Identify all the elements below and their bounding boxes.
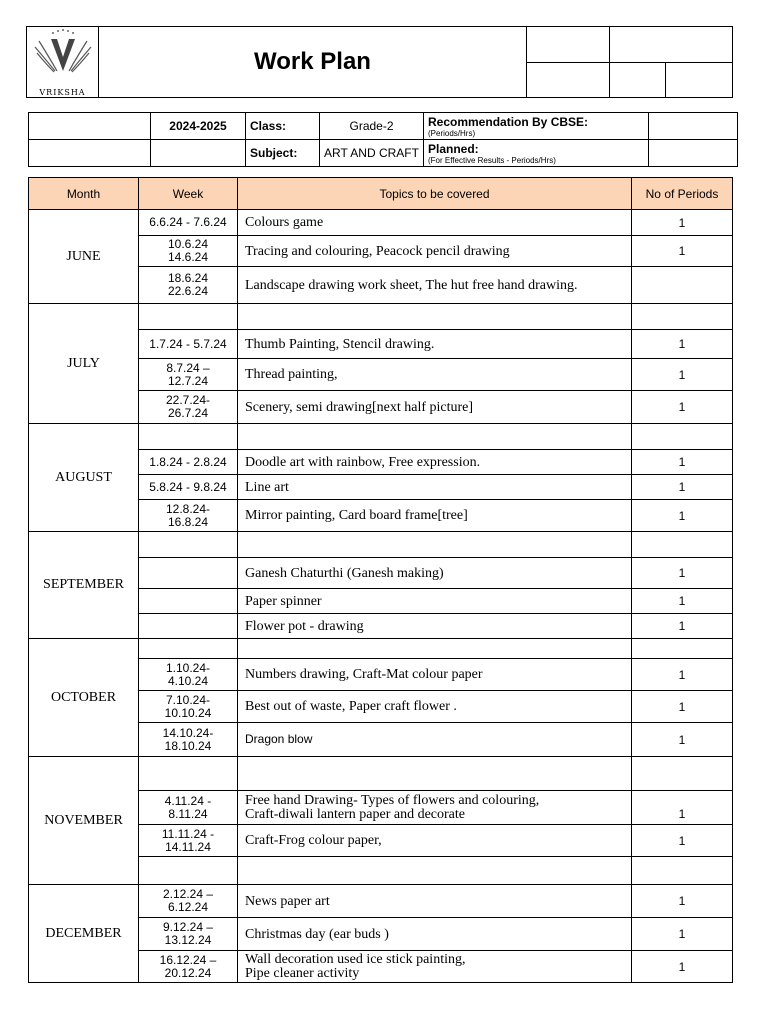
planned-cell (424, 140, 649, 167)
topic-cell: Scenery, semi drawing[next half picture] (238, 391, 632, 424)
header-month: Month (29, 178, 139, 210)
week-cell (139, 558, 238, 589)
periods-cell (632, 267, 733, 304)
topic-cell (238, 639, 632, 659)
periods-cell: 1 (632, 236, 733, 267)
week-cell (139, 614, 238, 639)
periods-cell: 1 (632, 723, 733, 757)
month-august: AUGUST (29, 424, 139, 532)
periods-cell: 1 (632, 391, 733, 424)
week-cell: 6.6.24 - 7.6.24 (139, 210, 238, 236)
periods-cell (632, 639, 733, 659)
week-cell (139, 532, 238, 558)
topic-cell: Landscape drawing work sheet, The hut free hand drawing. (238, 267, 632, 304)
topic-cell: Christmas day (ear buds ) (238, 918, 632, 951)
topic-cell: Colours game (238, 210, 632, 236)
header-cell-blank (666, 62, 733, 98)
info-blank (151, 140, 246, 167)
week-cell (139, 304, 238, 330)
week-cell: 5.8.24 - 9.8.24 (139, 475, 238, 500)
week-cell: 10.6.24 14.6.24 (139, 236, 238, 267)
periods-cell: 1 (632, 475, 733, 500)
header-week: Week (139, 178, 238, 210)
info-table (28, 112, 738, 167)
periods-cell (632, 424, 733, 450)
periods-cell: 1 (632, 614, 733, 639)
topic-cell: Ganesh Chaturthi (Ganesh making) (238, 558, 632, 589)
planned-sub: (For Effective Results - Periods/Hrs) (428, 155, 556, 165)
topic-cell: News paper art (238, 885, 632, 918)
topic-cell: Free hand Drawing- Types of flowers and colouring, Craft-diwali lantern paper and decorate (238, 791, 632, 825)
week-cell (139, 424, 238, 450)
topic-cell: Mirror painting, Card board frame[tree] (238, 500, 632, 532)
table-row (29, 639, 733, 659)
week-cell: 18.6.24 22.6.24 (139, 267, 238, 304)
page-title: Work Plan (99, 27, 527, 98)
header-table (26, 26, 733, 98)
topic-cell (238, 757, 632, 791)
header-topics: Topics to be covered (238, 178, 632, 210)
periods-cell: 1 (632, 691, 733, 723)
week-cell: 1.7.24 - 5.7.24 (139, 330, 238, 359)
class-value: Grade-2 (320, 113, 424, 140)
periods-cell (632, 757, 733, 791)
table-row (29, 757, 733, 791)
week-cell (139, 857, 238, 885)
class-label: Class: (246, 113, 320, 140)
vriksha-logo-icon (31, 27, 95, 85)
periods-cell: 1 (632, 359, 733, 391)
work-plan-table (28, 177, 733, 983)
periods-cell (632, 304, 733, 330)
week-cell: 16.12.24 – 20.12.24 (139, 951, 238, 983)
recommendation-label: Recommendation By CBSE: (428, 114, 589, 129)
periods-cell (632, 532, 733, 558)
table-row (29, 532, 733, 558)
week-cell: 14.10.24- 18.10.24 (139, 723, 238, 757)
recommendation-sub: (Periods/Hrs) (428, 128, 476, 138)
recommendation-value (649, 113, 738, 140)
week-cell: 2.12.24 – 6.12.24 (139, 885, 238, 918)
recommendation-cell (424, 113, 649, 140)
week-cell: 1.8.24 - 2.8.24 (139, 450, 238, 475)
periods-cell: 1 (632, 450, 733, 475)
week-cell (139, 639, 238, 659)
header-cell-blank (527, 62, 610, 98)
topic-cell: Line art (238, 475, 632, 500)
month-july: JULY (29, 304, 139, 424)
periods-cell (632, 857, 733, 885)
periods-cell: 1 (632, 885, 733, 918)
table-row (29, 885, 733, 918)
month-december: DECEMBER (29, 885, 139, 983)
topic-cell (238, 857, 632, 885)
topic-cell: Wall decoration used ice stick painting, Pipe cleaner activity (238, 951, 632, 983)
subject-label: Subject: (246, 140, 320, 167)
info-blank (29, 113, 151, 140)
month-june: JUNE (29, 210, 139, 304)
logo-text: VRIKSHA (39, 88, 86, 97)
periods-cell: 1 (632, 330, 733, 359)
topic-cell: Best out of waste, Paper craft flower . (238, 691, 632, 723)
week-cell: 4.11.24 - 8.11.24 (139, 791, 238, 825)
week-cell: 12.8.24- 16.8.24 (139, 500, 238, 532)
header-cell-blank (610, 62, 666, 98)
periods-cell: 1 (632, 918, 733, 951)
topic-cell (238, 424, 632, 450)
header-cell-blank (610, 27, 733, 63)
periods-cell: 1 (632, 589, 733, 614)
week-cell: 11.11.24 - 14.11.24 (139, 825, 238, 857)
periods-cell: 1 (632, 659, 733, 691)
topic-cell: Numbers drawing, Craft-Mat colour paper (238, 659, 632, 691)
month-november: NOVEMBER (29, 757, 139, 885)
topic-cell: Doodle art with rainbow, Free expression. (238, 450, 632, 475)
periods-cell: 1 (632, 951, 733, 983)
periods-cell: 1 (632, 558, 733, 589)
week-cell: 9.12.24 – 13.12.24 (139, 918, 238, 951)
periods-cell: 1 (632, 500, 733, 532)
topic-cell: Dragon blow (238, 723, 632, 757)
subject-value: ART AND CRAFT (320, 140, 424, 167)
table-row (29, 304, 733, 330)
logo (27, 27, 99, 98)
week-cell: 7.10.24- 10.10.24 (139, 691, 238, 723)
topic-cell: Tracing and colouring, Peacock pencil drawing (238, 236, 632, 267)
topic-cell: Flower pot - drawing (238, 614, 632, 639)
topic-cell: Paper spinner (238, 589, 632, 614)
month-october: OCTOBER (29, 639, 139, 757)
table-row (29, 424, 733, 450)
planned-value (649, 140, 738, 167)
info-blank (29, 140, 151, 167)
topic-cell: Thumb Painting, Stencil drawing. (238, 330, 632, 359)
periods-cell: 1 (632, 791, 733, 825)
month-september: SEPTEMBER (29, 532, 139, 639)
week-cell (139, 757, 238, 791)
topic-cell: Thread painting, (238, 359, 632, 391)
planned-label: Planned: (428, 141, 479, 156)
week-cell: 8.7.24 – 12.7.24 (139, 359, 238, 391)
periods-cell: 1 (632, 210, 733, 236)
week-cell: 1.10.24- 4.10.24 (139, 659, 238, 691)
header-periods: No of Periods (632, 178, 733, 210)
week-cell (139, 589, 238, 614)
header-cell-blank (527, 27, 610, 63)
topic-cell (238, 532, 632, 558)
academic-year: 2024-2025 (151, 113, 246, 140)
table-row (29, 210, 733, 236)
periods-cell: 1 (632, 825, 733, 857)
topic-cell: Craft-Frog colour paper, (238, 825, 632, 857)
topic-cell (238, 304, 632, 330)
week-cell: 22.7.24- 26.7.24 (139, 391, 238, 424)
